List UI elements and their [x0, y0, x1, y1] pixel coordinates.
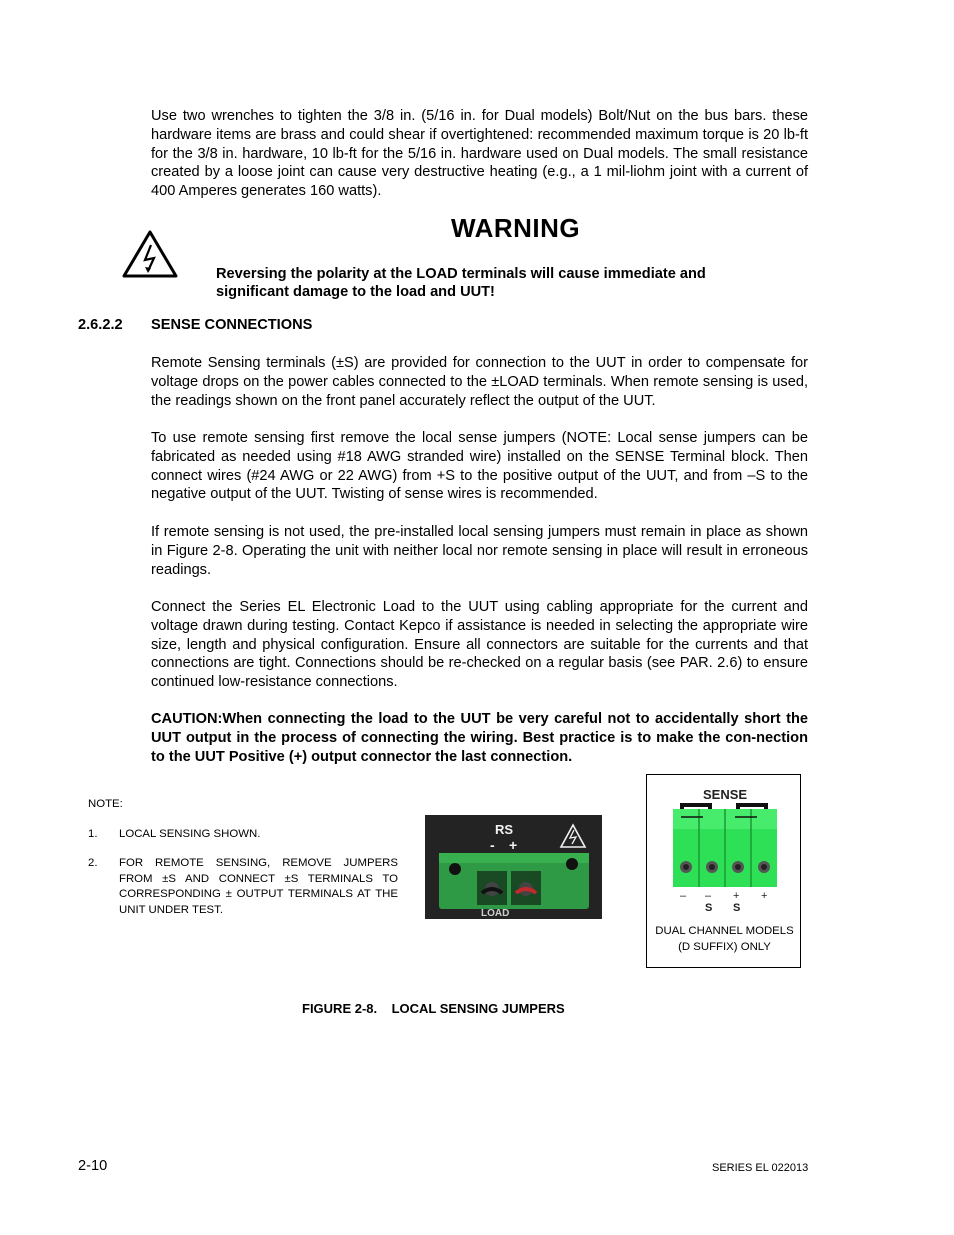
dual-channel-sense-figure	[646, 774, 801, 968]
note-text: FOR REMOTE SENSING, REMOVE JUMPERS FROM ±S AND CONNECT ±S TERMINALS TO CORRESPONDING ± OUTPUT TERMINALS AT THE UNIT UNDER TEST.	[119, 857, 398, 916]
terminal-label: +	[761, 890, 768, 902]
local-sensing-photo	[425, 815, 602, 919]
warning-text: Reversing the polarity at the LOAD terminals will cause immediate and significant damage to the load and UUT!	[216, 266, 706, 301]
note-item	[88, 856, 398, 918]
figure-caption: FIGURE 2-8. LOCAL SENSING JUMPERS	[302, 1001, 565, 1016]
sense-header: SENSE	[703, 787, 748, 802]
section-number: 2.6.2.2	[78, 317, 123, 333]
high-voltage-warning-icon	[121, 229, 179, 279]
photo-minus-label: -	[490, 837, 495, 853]
terminal-s-label: S	[733, 902, 741, 914]
terminal-label: +	[733, 890, 740, 902]
warning-title: WARNING	[451, 213, 581, 243]
terminal-s-label: S	[705, 902, 713, 914]
sense-figure-caption	[647, 924, 802, 955]
paragraph-remote-sensing: Remote Sensing terminals (±S) are provided for connection to the UUT in order to compensate for voltage drops on the power cables connected to the ±LOAD terminals. When remote sensing is used, the readings shown on the front panel accurately reflect the output of the UUT.	[151, 355, 808, 409]
paragraph-remove-jumpers: To use remote sensing first remove the local sense jumpers (NOTE: Local sense jumpers can be fabricated as needed using #18 AWG stranded wire) installed on the SENSE Terminal block. Then connect wires (#24 AWG or 22 AWG) from +S to the positive output of the UUT, and from –S to the negative output of the UUT. Twisting of sense wires is recommended.	[151, 430, 808, 503]
photo-plus-label: +	[509, 837, 518, 853]
page-number: 2-10	[78, 1158, 108, 1174]
sense-caption-line-2: (D SUFFIX) ONLY	[678, 940, 771, 953]
figure-notes	[88, 797, 398, 933]
terminal-label: –	[680, 890, 687, 902]
paragraph-cabling: Connect the Series EL Electronic Load to the UUT using cabling appropriate for the current and voltage drawn during testing. Contact Kepco if assistance is needed in selecting the appropriate wire size, length and physical configuration. Ensure all connectors are suitable for the currents and that connections are tight. Connections should be re-checked on a regular basis (see PAR. 2.6) to ensure continued low-resistance connections.	[151, 599, 808, 691]
sense-terminal-block-image	[665, 785, 785, 915]
note-item	[88, 827, 398, 843]
note-number: 1.	[88, 827, 98, 840]
paragraph-local-sensing: If remote sensing is not used, the pre-installed local sensing jumpers must remain in place as shown in Figure 2-8. Operating the unit with neither local nor remote sensing in place will result in erroneous readings.	[151, 524, 808, 578]
sense-caption-line-1: DUAL CHANNEL MODELS	[655, 925, 794, 937]
note-label: NOTE:	[88, 798, 123, 810]
note-number: 2.	[88, 857, 98, 870]
photo-rs-label: RS	[495, 822, 514, 837]
terminal-label: –	[705, 890, 712, 902]
note-text: LOCAL SENSING SHOWN.	[119, 827, 261, 840]
document-id: SERIES EL 022013	[712, 1162, 809, 1174]
photo-load-label: LOAD	[481, 908, 510, 919]
intro-paragraph: Use two wrenches to tighten the 3/8 in. (5/16 in. for Dual models) Bolt/Nut on the bus bars. these hardware items are brass and could shear if overtightened: recommended maximum torque is 20 lb-ft for the 3/8 in. hardware, 10 lb-ft for the 5/16 in. hardware used on Dual models. The small resistance created by a loose joint can cause very destructive heating (e.g., a 1 mil-liohm joint with a current of 400 Amperes generates 160 watts).	[151, 108, 808, 200]
caution-paragraph: CAUTION:When connecting the load to the UUT be very careful not to accidentally short the UUT output in the process of connecting the wiring. Best practice is to make the con-nection to the UUT Positive (+) output connector the last connection.	[151, 711, 808, 765]
section-title: SENSE CONNECTIONS	[151, 317, 313, 333]
